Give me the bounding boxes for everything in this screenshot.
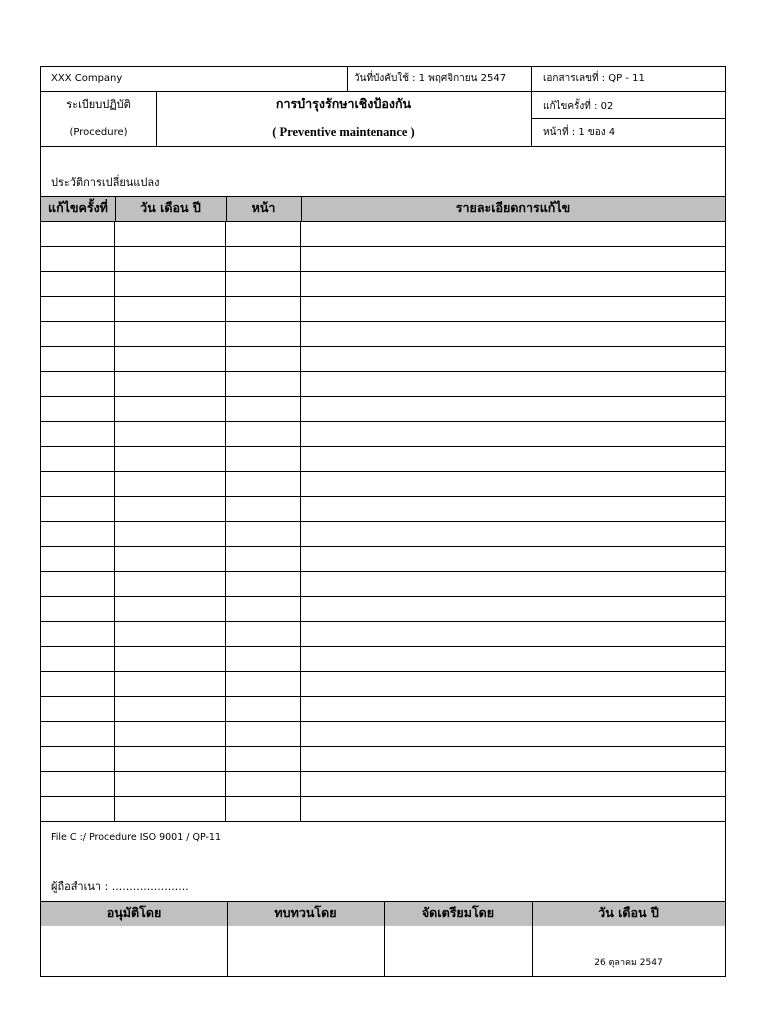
- row-revision-cell: [41, 297, 115, 321]
- header-divider: [531, 118, 725, 119]
- table-rule: [41, 901, 725, 902]
- row-details-cell: [301, 222, 725, 246]
- row-details-cell: [301, 322, 725, 346]
- row-date-cell: [115, 447, 226, 471]
- table-row: [41, 422, 725, 447]
- row-date-cell: [115, 322, 226, 346]
- row-details-cell: [301, 797, 725, 821]
- table-row: [41, 447, 725, 472]
- column-header-date: วัน เดือน ปี: [140, 200, 201, 215]
- row-revision-cell: [41, 722, 115, 746]
- row-page-cell: [226, 522, 301, 546]
- row-page-cell: [226, 747, 301, 771]
- page-subtitle: ( Preventive maintenance ): [272, 125, 415, 139]
- column-header-details: รายละเอียดการแก้ไข: [455, 200, 571, 215]
- row-page-cell: [226, 247, 301, 271]
- row-date-cell: [115, 522, 226, 546]
- row-revision-cell: [41, 247, 115, 271]
- row-revision-cell: [41, 772, 115, 796]
- row-date-cell: [115, 697, 226, 721]
- row-page-cell: [226, 697, 301, 721]
- header-divider: [41, 146, 725, 147]
- row-revision-cell: [41, 547, 115, 571]
- row-page-cell: [226, 472, 301, 496]
- row-page-cell: [226, 422, 301, 446]
- row-details-cell: [301, 447, 725, 471]
- row-date-cell: [115, 272, 226, 296]
- table-row: [41, 772, 725, 797]
- row-details-cell: [301, 372, 725, 396]
- row-date-cell: [115, 597, 226, 621]
- row-date-cell: [115, 672, 226, 696]
- table-row: [41, 747, 725, 772]
- row-revision-cell: [41, 522, 115, 546]
- table-row: [41, 297, 725, 322]
- row-revision-cell: [41, 647, 115, 671]
- row-page-cell: [226, 272, 301, 296]
- page-title: การบำรุงรักษาเชิงป้องกัน: [275, 96, 412, 111]
- row-page-cell: [226, 572, 301, 596]
- row-date-cell: [115, 497, 226, 521]
- history-heading: ประวัติการเปลี่ยนแปลง: [51, 176, 160, 189]
- row-details-cell: [301, 672, 725, 696]
- row-page-cell: [226, 647, 301, 671]
- header-divider: [41, 91, 725, 92]
- row-date-cell: [115, 772, 226, 796]
- document-number: เอกสารเลขที่ : QP - 11: [543, 73, 645, 84]
- row-details-cell: [301, 547, 725, 571]
- procedure-label-th: ระเบียบปฏิบัติ: [66, 98, 131, 111]
- row-page-cell: [226, 547, 301, 571]
- table-row: [41, 622, 725, 647]
- row-page-cell: [226, 372, 301, 396]
- row-revision-cell: [41, 672, 115, 696]
- table-row: [41, 322, 725, 347]
- row-revision-cell: [41, 447, 115, 471]
- row-details-cell: [301, 247, 725, 271]
- row-date-cell: [115, 647, 226, 671]
- row-date-cell: [115, 247, 226, 271]
- row-revision-cell: [41, 422, 115, 446]
- form-frame: [40, 66, 726, 977]
- column-header-revision: แก้ไขครั้งที่: [48, 200, 108, 215]
- row-page-cell: [226, 447, 301, 471]
- company-name: XXX Company: [51, 73, 123, 84]
- row-details-cell: [301, 622, 725, 646]
- row-page-cell: [226, 297, 301, 321]
- table-row: [41, 597, 725, 622]
- table-row: [41, 497, 725, 522]
- date-header: วัน เดือน ปี: [598, 905, 659, 920]
- row-date-cell: [115, 347, 226, 371]
- revision-number: แก้ไขครั้งที่ : 02: [543, 101, 614, 112]
- row-page-cell: [226, 772, 301, 796]
- row-page-cell: [226, 222, 301, 246]
- row-revision-cell: [41, 747, 115, 771]
- table-row: [41, 472, 725, 497]
- effective-date: วันที่บังคับใช้ : 1 พฤศจิกายน 2547: [354, 73, 507, 84]
- row-details-cell: [301, 697, 725, 721]
- row-revision-cell: [41, 347, 115, 371]
- row-details-cell: [301, 747, 725, 771]
- table-row: [41, 572, 725, 597]
- row-details-cell: [301, 497, 725, 521]
- row-date-cell: [115, 622, 226, 646]
- signoff-table: [41, 901, 725, 976]
- row-page-cell: [226, 322, 301, 346]
- prepared-by-header: จัดเตรียมโดย: [421, 905, 495, 920]
- table-row: [41, 222, 725, 247]
- row-revision-cell: [41, 797, 115, 821]
- table-row: [41, 272, 725, 297]
- row-details-cell: [301, 472, 725, 496]
- row-date-cell: [115, 547, 226, 571]
- row-page-cell: [226, 622, 301, 646]
- row-details-cell: [301, 422, 725, 446]
- row-details-cell: [301, 522, 725, 546]
- table-row: [41, 522, 725, 547]
- header-divider: [531, 67, 532, 146]
- row-details-cell: [301, 347, 725, 371]
- row-details-cell: [301, 572, 725, 596]
- row-revision-cell: [41, 622, 115, 646]
- row-date-cell: [115, 472, 226, 496]
- row-date-cell: [115, 572, 226, 596]
- file-path: File C :/ Procedure ISO 9001 / QP-11: [51, 832, 222, 843]
- reviewed-by-header: ทบทวนโดย: [274, 905, 337, 920]
- table-row: [41, 547, 725, 572]
- row-date-cell: [115, 797, 226, 821]
- row-date-cell: [115, 747, 226, 771]
- procedure-label-en: (Procedure): [69, 127, 128, 138]
- approved-by-header: อนุมัติโดย: [106, 905, 162, 920]
- row-details-cell: [301, 597, 725, 621]
- row-revision-cell: [41, 372, 115, 396]
- table-row: [41, 697, 725, 722]
- table-row: [41, 797, 725, 822]
- row-page-cell: [226, 722, 301, 746]
- row-revision-cell: [41, 397, 115, 421]
- page-number: หน้าที่ : 1 ของ 4: [543, 127, 616, 138]
- row-page-cell: [226, 597, 301, 621]
- table-row: [41, 722, 725, 747]
- row-date-cell: [115, 722, 226, 746]
- table-row: [41, 672, 725, 697]
- row-date-cell: [115, 372, 226, 396]
- row-page-cell: [226, 397, 301, 421]
- row-details-cell: [301, 397, 725, 421]
- row-details-cell: [301, 722, 725, 746]
- row-details-cell: [301, 272, 725, 296]
- row-details-cell: [301, 772, 725, 796]
- table-row: [41, 397, 725, 422]
- row-date-cell: [115, 222, 226, 246]
- header-divider: [347, 67, 348, 91]
- table-rule: [41, 196, 725, 197]
- row-revision-cell: [41, 497, 115, 521]
- row-revision-cell: [41, 272, 115, 296]
- table-row: [41, 372, 725, 397]
- table-row: [41, 347, 725, 372]
- row-details-cell: [301, 647, 725, 671]
- row-details-cell: [301, 297, 725, 321]
- row-date-cell: [115, 297, 226, 321]
- row-page-cell: [226, 497, 301, 521]
- row-revision-cell: [41, 322, 115, 346]
- row-page-cell: [226, 672, 301, 696]
- row-date-cell: [115, 422, 226, 446]
- row-revision-cell: [41, 697, 115, 721]
- signoff-date: 26 ตุลาคม 2547: [594, 958, 663, 968]
- row-page-cell: [226, 347, 301, 371]
- row-date-cell: [115, 397, 226, 421]
- row-revision-cell: [41, 222, 115, 246]
- row-page-cell: [226, 797, 301, 821]
- row-revision-cell: [41, 472, 115, 496]
- copy-holder: ผู้ถือสำเนา : ......................: [51, 880, 189, 893]
- row-revision-cell: [41, 597, 115, 621]
- table-row: [41, 647, 725, 672]
- row-revision-cell: [41, 572, 115, 596]
- table-row: [41, 247, 725, 272]
- column-header-page: หน้า: [251, 200, 276, 215]
